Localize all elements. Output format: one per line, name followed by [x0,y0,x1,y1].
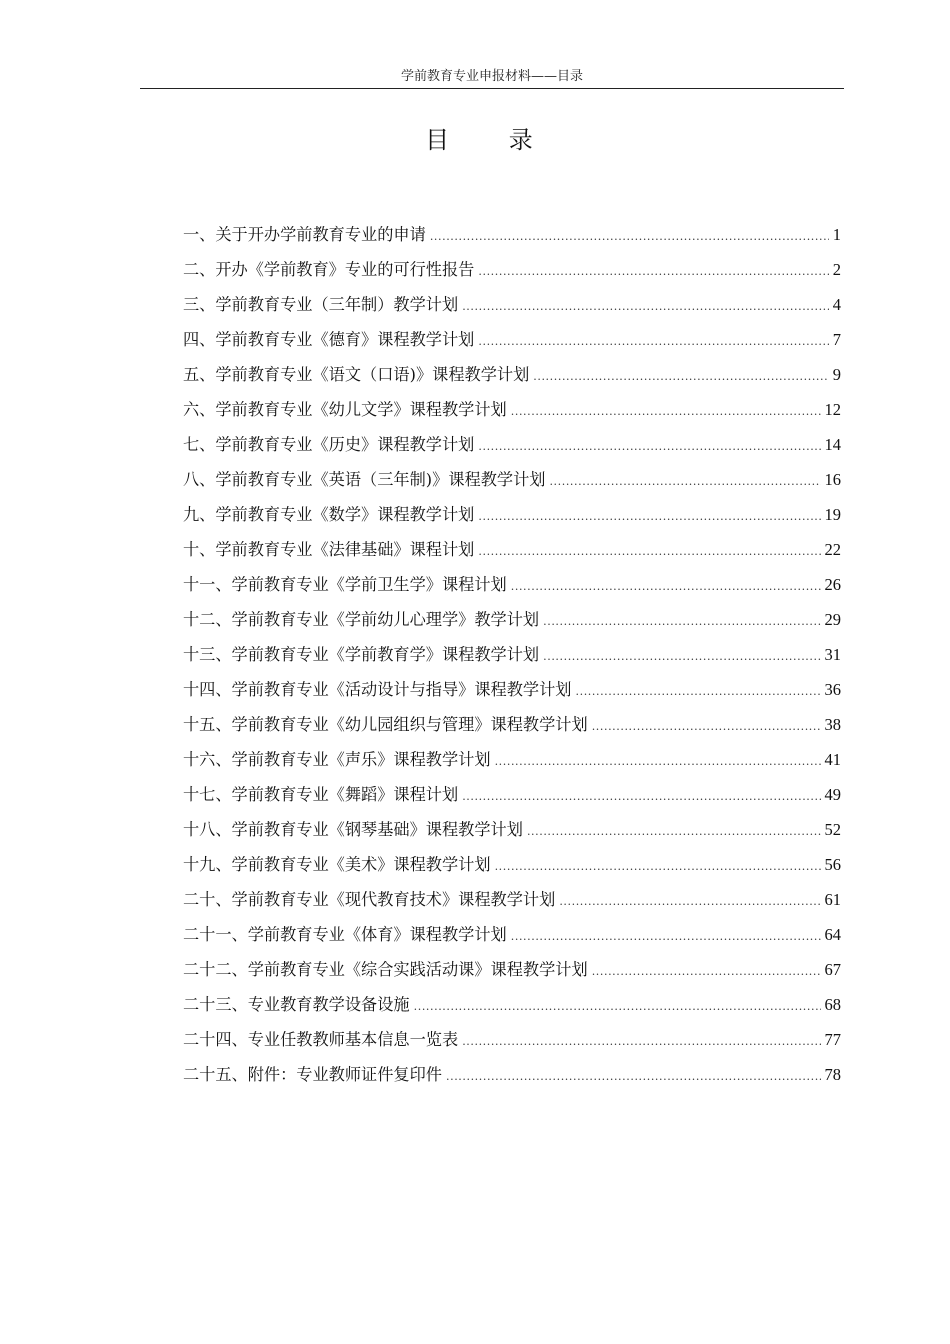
dot-leader [543,609,820,635]
toc-page-number: 19 [824,505,841,524]
toc-entry-title: 十三、学前教育专业《学前教育学》课程教学计划 [183,645,540,664]
toc-entry[interactable] [183,537,841,572]
toc-entry[interactable] [183,222,841,257]
toc-entry[interactable] [183,782,841,817]
toc-entry-title: 二十、学前教育专业《现代教育技术》课程教学计划 [183,890,556,909]
dot-leader [527,819,821,845]
toc-entry[interactable] [183,467,841,502]
toc-entry[interactable] [183,747,841,782]
toc-entry[interactable] [183,397,841,432]
toc-entry[interactable] [183,327,841,362]
toc-entry[interactable] [183,432,841,467]
toc-entry[interactable] [183,502,841,537]
toc-entry-title: 四、学前教育专业《德育》课程教学计划 [183,330,475,349]
toc-page-number: 2 [832,260,841,279]
toc-entry-title: 一、关于开办学前教育专业的申请 [183,225,426,244]
toc-entry[interactable] [183,817,841,852]
toc-entry-title: 十、学前教育专业《法律基础》课程计划 [183,540,475,559]
dot-leader [462,1029,820,1055]
toc-entry-title: 二十五、附件：专业教师证件复印件 [183,1065,442,1084]
toc-entry-title: 十一、学前教育专业《学前卫生学》课程计划 [183,575,507,594]
toc-entry-title: 二十一、学前教育专业《体育》课程教学计划 [183,925,507,944]
header-rule [140,88,844,89]
dot-leader [478,259,828,285]
toc-entry[interactable] [183,677,841,712]
dot-leader [576,679,821,705]
toc-page-number: 68 [824,995,841,1014]
toc-entry[interactable] [183,642,841,677]
toc-entry-title: 九、学前教育专业《数学》课程教学计划 [183,505,475,524]
toc-page-number: 9 [832,365,841,384]
toc-entry[interactable] [183,992,841,1027]
toc-page-number: 31 [824,645,841,664]
dot-leader [446,1064,821,1090]
toc-entry[interactable] [183,887,841,922]
toc-entry[interactable] [183,257,841,292]
dot-leader [462,294,829,320]
toc-page-number: 49 [824,785,841,804]
toc-entry-title: 十八、学前教育专业《钢琴基础》课程教学计划 [183,820,523,839]
toc-page-number: 16 [824,470,841,489]
toc-page-number: 7 [832,330,841,349]
toc-page-number: 38 [824,715,841,734]
toc-page-number: 61 [824,890,841,909]
toc-page-number: 41 [824,750,841,769]
dot-leader [511,399,821,425]
toc-entry-title: 二十二、学前教育专业《综合实践活动课》课程教学计划 [183,960,588,979]
toc-entry[interactable] [183,1027,841,1062]
dot-leader [533,364,828,390]
dot-leader [543,644,820,670]
toc-page-number: 14 [824,435,841,454]
dot-leader [478,434,820,460]
dot-leader [549,469,820,495]
dot-leader [478,329,828,355]
toc-entry-title: 二十三、专业教育教学设备设施 [183,995,410,1014]
dot-leader [559,889,820,915]
toc-entry[interactable] [183,852,841,887]
toc-entry-title: 十四、学前教育专业《活动设计与指导》课程教学计划 [183,680,572,699]
toc-list [183,222,841,1097]
toc-entry[interactable] [183,607,841,642]
toc-page-number: 64 [824,925,841,944]
dot-leader [495,749,821,775]
dot-leader [430,224,829,250]
toc-entry-title: 二、开办《学前教育》专业的可行性报告 [183,260,475,279]
toc-page-number: 56 [824,855,841,874]
toc-entry-title: 八、学前教育专业《英语（三年制)》课程教学计划 [183,470,546,489]
toc-entry[interactable] [183,712,841,747]
toc-entry[interactable] [183,922,841,957]
running-header: 学前教育专业申报材料——目录 [400,69,583,84]
toc-entry[interactable] [183,1062,841,1097]
toc-entry[interactable] [183,362,841,397]
dot-leader [414,994,821,1020]
toc-entry-title: 十七、学前教育专业《舞蹈》课程计划 [183,785,459,804]
dot-leader [462,784,820,810]
toc-page-number: 1 [832,225,841,244]
dot-leader [511,574,821,600]
toc-page-number: 4 [832,295,841,314]
toc-page-number: 36 [824,680,841,699]
toc-entry[interactable] [183,292,841,327]
toc-title: 目 录 [425,126,559,154]
dot-leader [592,714,821,740]
toc-page-number: 52 [824,820,841,839]
toc-entry-title: 六、学前教育专业《幼儿文学》课程教学计划 [183,400,507,419]
toc-entry[interactable] [183,572,841,607]
toc-page-number: 29 [824,610,841,629]
toc-entry-title: 五、学前教育专业《语文（口语)》课程教学计划 [183,365,530,384]
toc-page-number: 22 [824,540,841,559]
dot-leader [511,924,821,950]
toc-entry-title: 十六、学前教育专业《声乐》课程教学计划 [183,750,491,769]
toc-entry-title: 七、学前教育专业《历史》课程教学计划 [183,435,475,454]
toc-page-number: 67 [824,960,841,979]
toc-entry-title: 二十四、专业任教教师基本信息一览表 [183,1030,459,1049]
toc-page-number: 78 [824,1065,841,1084]
dot-leader [495,854,821,880]
dot-leader [592,959,821,985]
toc-entry-title: 三、学前教育专业（三年制）教学计划 [183,295,459,314]
dot-leader [478,504,820,530]
toc-entry-title: 十二、学前教育专业《学前幼儿心理学》教学计划 [183,610,540,629]
toc-entry[interactable] [183,957,841,992]
toc-page-number: 77 [824,1030,841,1049]
toc-entry-title: 十九、学前教育专业《美术》课程教学计划 [183,855,491,874]
toc-entry-title: 十五、学前教育专业《幼儿园组织与管理》课程教学计划 [183,715,588,734]
dot-leader [478,539,820,565]
toc-page-number: 12 [824,400,841,419]
toc-page-number: 26 [824,575,841,594]
